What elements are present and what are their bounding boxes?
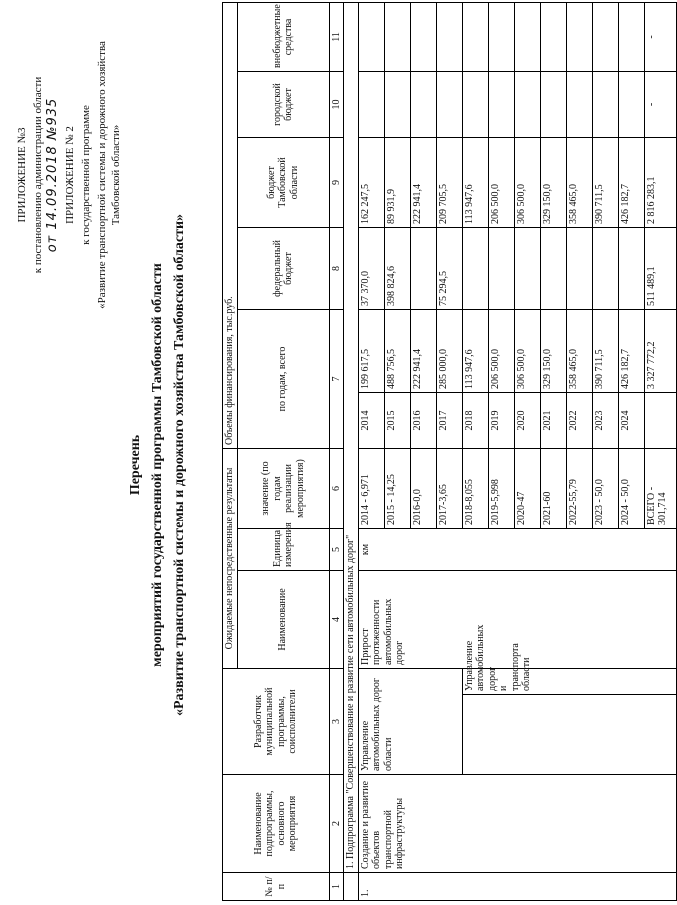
regional-cell: 206 500,0 <box>488 137 514 227</box>
header-extrabudget: внебюджетные средства <box>237 2 329 71</box>
city-cell <box>540 71 566 137</box>
extrabudget-cell <box>384 2 410 71</box>
year-cell: 2014 <box>358 392 384 448</box>
developer-indent <box>462 695 676 775</box>
total-cell: 390 711,5 <box>592 309 618 392</box>
subprogram-title: 1. Подпрограмма "Совершенствование и развитие сети автомобильных дорог" <box>344 2 359 872</box>
city-cell <box>618 71 644 137</box>
result-value-cell: 2017-3,65 <box>436 448 462 528</box>
total-cell: 306 500,0 <box>514 309 540 392</box>
extrabudget-cell <box>514 2 540 71</box>
year-cell: 2019 <box>488 392 514 448</box>
regional-cell: 2 816 283,1 <box>644 137 676 227</box>
column-number-row <box>329 2 344 900</box>
city-cell <box>462 71 488 137</box>
extrabudget-cell: - <box>644 2 676 71</box>
col-num-cell: 5 <box>329 528 344 570</box>
appendix-2-label: ПРИЛОЖЕНИЕ № 2 <box>64 126 76 224</box>
total-cell: 329 150,0 <box>540 309 566 392</box>
header-result-name: Наименование <box>237 570 329 668</box>
header-result-unit: Единица измерения <box>237 528 329 570</box>
decree-line: к постановлению администрации области <box>32 76 44 274</box>
total-cell: 113 947,6 <box>462 309 488 392</box>
extrabudget-cell <box>618 2 644 71</box>
col-num-cell: 1 <box>329 873 344 901</box>
regional-cell: 426 182,7 <box>618 137 644 227</box>
year-cell: 2015 <box>384 392 410 448</box>
header-developer: Разработчик муниципальной программы, соисполнители <box>223 668 330 774</box>
table-row <box>358 2 384 900</box>
city-cell: - <box>644 71 676 137</box>
federal-cell <box>618 227 644 309</box>
result-value-cell: 2018-8,055 <box>462 448 488 528</box>
header-by-year: по годам, всего <box>237 309 329 448</box>
extrabudget-cell <box>592 2 618 71</box>
federal-cell <box>566 227 592 309</box>
header-row-1 <box>223 2 238 900</box>
total-cell: 206 500,0 <box>488 309 514 392</box>
year-cell: 2016 <box>410 392 436 448</box>
federal-cell <box>462 227 488 309</box>
measures-table <box>222 2 677 901</box>
header-name: Наименование подпрограммы, основного мероприятия <box>223 775 330 873</box>
extrabudget-cell <box>410 2 436 71</box>
header-city: городской бюджет <box>237 71 329 137</box>
extrabudget-cell <box>436 2 462 71</box>
city-cell <box>358 71 384 137</box>
col-num-cell: 9 <box>329 137 344 227</box>
total-cell: 285 000,0 <box>436 309 462 392</box>
to-program-line: к государственной программе <box>80 105 92 245</box>
appendix-3-label: ПРИЛОЖЕНИЕ №3 <box>16 127 28 223</box>
extrabudget-cell <box>540 2 566 71</box>
federal-cell <box>592 227 618 309</box>
regional-cell: 222 941,4 <box>410 137 436 227</box>
header-result-value: значение (по годам реализации мероприятия) <box>237 448 329 528</box>
col-num-cell: 11 <box>329 2 344 71</box>
total-cell: 222 941,4 <box>410 309 436 392</box>
result-value-cell: 2014 - 6,971 <box>358 448 384 528</box>
header-funding: Объемы финансирования, тыс.руб. <box>223 2 238 448</box>
result-name: Прирост протяженности автомобильных дорог <box>358 570 676 668</box>
result-value-cell: 2016-0,0 <box>410 448 436 528</box>
title-line-1: Перечень <box>128 434 143 496</box>
title-line-2: мероприятий государственной программы Тамбовской области <box>150 263 165 667</box>
col-num-cell: 6 <box>329 448 344 528</box>
result-value-cell: 2020-47 <box>514 448 540 528</box>
federal-cell: 37 370,0 <box>358 227 384 309</box>
col-num-cell: 7 <box>329 309 344 448</box>
year-cell <box>644 392 676 448</box>
handwritten-date: от 14.09.2018 №935 <box>45 97 60 253</box>
title-line-3: «Развитие транспортной системы и дорожного хозяйства Тамбовской области» <box>172 213 187 717</box>
header-num: № п/п <box>223 873 330 901</box>
result-value-cell: 2023 - 50,0 <box>592 448 618 528</box>
year-cell: 2017 <box>436 392 462 448</box>
city-cell <box>488 71 514 137</box>
federal-cell <box>514 227 540 309</box>
row-number: 1. <box>358 873 676 901</box>
col-num-cell: 8 <box>329 227 344 309</box>
col-num-cell: 2 <box>329 775 344 873</box>
regional-cell: 358 465,0 <box>566 137 592 227</box>
federal-cell: 398 824,6 <box>384 227 410 309</box>
header-regional: бюджет Тамбовской области <box>237 137 329 227</box>
extrabudget-cell <box>488 2 514 71</box>
year-cell: 2023 <box>592 392 618 448</box>
city-cell <box>566 71 592 137</box>
federal-cell: 75 294,5 <box>436 227 462 309</box>
table-row <box>462 2 488 900</box>
total-cell: 488 756,5 <box>384 309 410 392</box>
result-unit: км <box>358 528 676 570</box>
total-cell: 358 465,0 <box>566 309 592 392</box>
regional-cell: 329 150,0 <box>540 137 566 227</box>
result-value-cell: 2019-5,998 <box>488 448 514 528</box>
regional-cell: 306 500,0 <box>514 137 540 227</box>
col-num-cell: 4 <box>329 570 344 668</box>
result-value-cell: 2021-60 <box>540 448 566 528</box>
regional-cell: 209 705,5 <box>436 137 462 227</box>
col-num-cell: 3 <box>329 668 344 774</box>
federal-cell <box>488 227 514 309</box>
year-cell: 2024 <box>618 392 644 448</box>
city-cell <box>384 71 410 137</box>
federal-cell <box>540 227 566 309</box>
subprogram-row <box>344 2 359 900</box>
header-expected-results: Ожидаемые непосредственные результаты <box>223 448 238 668</box>
federal-cell <box>410 227 436 309</box>
total-cell: 3 327 772,2 <box>644 309 676 392</box>
year-cell: 2018 <box>462 392 488 448</box>
regional-cell: 162 247,5 <box>358 137 384 227</box>
extrabudget-cell <box>358 2 384 71</box>
extrabudget-cell <box>566 2 592 71</box>
header-federal: федеральный бюджет <box>237 227 329 309</box>
year-cell: 2020 <box>514 392 540 448</box>
developer-1: Управление автомобильных дорог области <box>358 668 462 774</box>
row-measure-name: Создание и развитие объектов транспортной инфраструктуры <box>358 775 676 873</box>
regional-cell: 113 947,6 <box>462 137 488 227</box>
federal-cell: 511 489,1 <box>644 227 676 309</box>
result-value-cell: 2024 - 50,0 <box>618 448 644 528</box>
city-cell <box>514 71 540 137</box>
city-cell <box>592 71 618 137</box>
program-name-line-1: «Развитие транспортной системы и дорожного хозяйства <box>96 41 108 309</box>
developer-2: Управление автомобильных дорог и транспорта области <box>462 668 676 694</box>
result-value-cell: 2015 - 14,25 <box>384 448 410 528</box>
regional-cell: 390 711,5 <box>592 137 618 227</box>
result-value-cell: 2022-55,79 <box>566 448 592 528</box>
regional-cell: 89 931,9 <box>384 137 410 227</box>
result-value-cell: ВСЕГО - 301,714 <box>644 448 676 528</box>
extrabudget-cell <box>462 2 488 71</box>
city-cell <box>410 71 436 137</box>
col-num-cell: 10 <box>329 71 344 137</box>
total-cell: 199 617,5 <box>358 309 384 392</box>
year-cell: 2022 <box>566 392 592 448</box>
program-name-line-2: Тамбовской области» <box>110 124 122 226</box>
city-cell <box>436 71 462 137</box>
total-cell: 426 182,7 <box>618 309 644 392</box>
year-cell: 2021 <box>540 392 566 448</box>
